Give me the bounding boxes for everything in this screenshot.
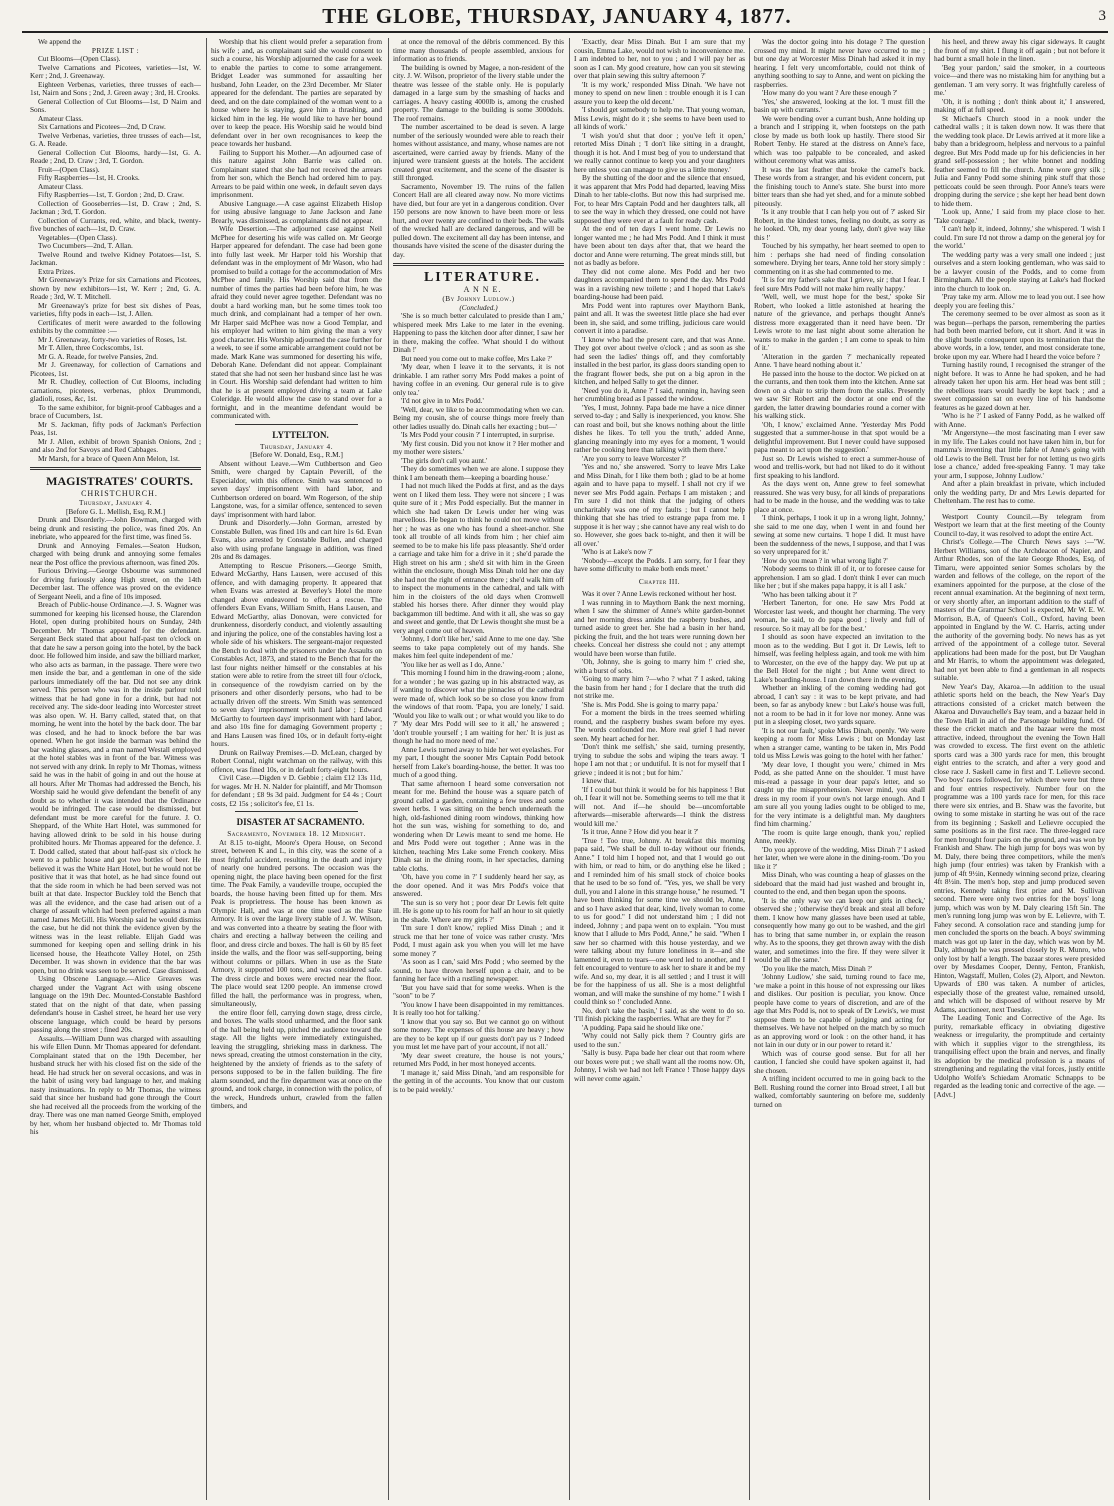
prize-list-item: Mr G. A. Reade, for twelve Pansies, 2nd. bbox=[38, 351, 158, 361]
page-number: 3 bbox=[1098, 8, 1106, 24]
story-paragraph: 'Is Mrs Podd your cousin ?' I interrupted, in surprise. bbox=[401, 430, 555, 439]
court-reports-continued bbox=[211, 38, 382, 421]
prize-list-item: Collection of Gooseberries—1st, D. Craw ; 2nd, S. Jackman ; 3rd, T. Gordon. bbox=[30, 198, 201, 216]
story-paragraph: 'The room is quite large enough, thank you,' replied Anne, meekly. bbox=[754, 827, 925, 845]
court-date: Thursday, January 4. bbox=[78, 498, 153, 507]
story-paragraph: 'Look up, Anne,' I said from my place close to her. 'Take courage.' bbox=[934, 207, 1105, 225]
column-3 bbox=[393, 38, 564, 1500]
disaster-paragraph: at once the removal of the débris commenced. By this time many thousands of people assembled, anxious for information as to friends. bbox=[393, 38, 564, 63]
story-paragraph: 'Nobody seems to think ill of it, or to foresee cause for apprehension. I am so glad. I don't think I ever can much like her ; but if she makes papa happy, it is all I ask.' bbox=[754, 564, 925, 590]
story-paragraph: 'Mr Angerstyne—the most fascinating man I ever saw in my life. The Lakes could not have taken him in, but for mamma's inventing that little fable of Anne's going with old Lewis to the Bell. Trust her for not letting us two girls lose a chance,' added free-speaking Fanny. 'I may take your arm, I suppose, Johnny Ludlow.' bbox=[934, 428, 1105, 480]
story-paragraph: 'You know I have been disappointed in my remittances. It is really too hot for talking.' bbox=[393, 999, 564, 1017]
column-6 bbox=[934, 38, 1105, 1500]
prize-list-item: Mr R. Chudley, collection of Cut Blooms, including carnations, picotees, verbenas, phlox Drummondi, gladioli, roses, &c, 1st. bbox=[30, 377, 201, 403]
story-paragraph: Which was of course good sense. But for all her caution, I fancied she could have spoken against it, had she chosen. bbox=[754, 1048, 925, 1075]
story-paragraph: 'Oh, have you come in ?' I suddenly heard her say, as the door opened. And it was Mrs Podd's voice that answered. bbox=[393, 872, 564, 898]
column-separator bbox=[749, 38, 750, 1500]
story-paragraph: 'If I could but think it would be for his happiness ! But oh, I fear it will not be. Something seems to tell me that it will not. And if—he should be—uncomfortable afterwards—miserable afterwards—I think the distress would kill me.' bbox=[574, 784, 745, 828]
court-report-paragraph: Furious Driving.—George Osbourne was summoned for driving furiously along High street, on the 14th December last. The offence was proved on the evidence of Sergeant Neeli, and a fine of 10s imposed. bbox=[30, 566, 201, 601]
story-paragraph: 'Yes, I must, Johnny. Papa bade me have a nice dinner served to-day ; and Sally is inexperienced, you know. She can roast and boil, but she knows nothing about the little dishes he likes. To tell you the truth,' added Anne, glancing meaningly into my eyes for a moment, 'I would rather be cooking here than talking with them there.' bbox=[574, 402, 745, 454]
section-heading-magistrates: MAGISTRATES' COURTS. bbox=[46, 474, 193, 488]
prize-list-item: Fifty Raspberries—1st, T. Gordon ; 2nd, D. Craw. bbox=[38, 190, 184, 199]
news-paragraph: Christ's College.—The Church News says :—"W. Herbert Williams, son of the Archdeacon of Napier, and Arthur Rhodes, son of the late George Rhodes, Esq, of Timaru, were appointed senior Somes scholars by the warden and fellows of the college, on the report of the examiners appointed for the purpose, at the close of the recent annual examination. At the beginning of next term, or very shortly after, an important addition to the staff of masters of the Grammar School is expected, Mr W. E. W. Morrison, B.A, of Queen's Coll., Oxford, having been appointed in England by the W. C. Harris, acting under the authority of the governing body. No news has as yet arrived of the appointment of a college tutor. Several applications had been made for the post, but Dr Vaughan and Mr Harris, to whom the appointment was delegated, had not yet been able to find a gentleman in all respects suitable. bbox=[934, 537, 1105, 682]
court-report-paragraph: Breach of Public-house Ordinance.—J. S. Wagner was summoned for keeping his licensed house, the Clarendon Hotel, open during prohibited hours on Sunday, 24th December. Mr Thomas appeared for the defendant. Sergeant Beck stated that about half-past ten o'clock on that date he saw a person going into the hotel, by the back door. He followed him inside, and saw the billiard marker, who also acts as barman, in the passage. There were two men inside the bar, and a gentleman in one of the side parlours immediately off the bar. Did not see any drink served. This person who was in the inside parlour told witness that he had gone in for a drink, but had not received any. The side-door leading into Worcester street was also open. W. H. Barry called, stated that, on that morning, he went into the hotel by the back door. The bar was closed, and he had to knock before the bar was opened. When he got inside the barman was behind the bar washing glasses, and a man named Westall employed at the hotel stables was in front of the bar. Witness was not served with any drink. In reply to Mr Thomas, witness said he was in the habit of going in and out the house at all hours. After Mr Thomas had addressed the Bench, his Worship said he would give defendant the benefit of any doubt as to whether it was intended that the Ordinance would be infringed. The case would be dismissed, but defendant must be more careful for the future. J. O. Sheppard, of the White Hart Hotel, was summoned for having allowed drink to be sold in his house during prohibited hours. Mr Thomas appeared for the defence. J. T. Dodd called, stated that about half-past six o'clock he went to a public house and got two bottles of beer. He believed it was the White Hart Hotel, but he would not be positive that it was that hotel, as he had since found out that the side room in which he had been served was not built at that date. Inspector Buckley told the Bench that was all the evidence, and the case had arisen out of a charge of assault which had been preferred against a man named James McGill. His Worship said he would dismiss the case, but he did not think the evidence given by the witness was in the least reliable. Elijah Gadd was summoned for keeping open and selling drink in his licensed house, the Heathcote Valley Hotel, on 25th December. It was shown in evidence that the bar was open, but no drink was seen to be served. Case dismissed. bbox=[30, 600, 201, 975]
subheading-christchurch: CHRISTCHURCH. bbox=[81, 489, 158, 498]
story-paragraph: 'Is it any trouble that I can help you out of ?' asked Sir Robert, in the kindest tones, feeling no doubt, as sorry as he looked. 'Oh, my dear young lady, don't give way like this !' bbox=[754, 207, 925, 242]
prize-list-item: Extra Prizes. bbox=[38, 266, 76, 276]
story-paragraph: 'How do you mean ? in what wrong light ?' bbox=[762, 555, 888, 565]
story-paragraph: That same afternoon I heard some conversation not meant for me. Behind the house was a square patch of ground called a garden, containing a few trees and some sweet herbs. I was sitting on the bench underneath the high, old-fashioned dining room windows, thinking how hot the sun was, wishing for something to do, and wondering when Dr Lewis meant to send me home. He and Mrs Podd were out together ; Anne was in the kitchen, teaching Mrs Lake some French cookery. Miss Dinah sat in the dining room, in her spectacles, darning table cloths. bbox=[393, 778, 564, 873]
story-paragraph: By the shutting of the door and the silence that ensued, it was apparent that Mrs Podd had departed, leaving Miss Dinah to her table-cloths. But now this had surprised me. For, to hear Mrs Captain Podd and her daughters talk, all to see the way in which they dressed, one could not have supposed they were ever at a fault for ready cash. bbox=[574, 173, 745, 225]
story-paragraph: 'I can't help it, indeed, Johnny,' she whispered. 'I wish I could. I'm sure I'd not throw a damp on the general joy for the world.' bbox=[934, 224, 1105, 250]
story-paragraph: 'Sally is busy. Papa bade her clear out that room where our boxes were put ; we shall want all the rooms now. Oh, Johnny, I wish we had not left France ! Those happy days will never come again.' bbox=[574, 1048, 745, 1083]
section-divider bbox=[235, 811, 358, 812]
section-heading-literature: LITERATURE. bbox=[423, 270, 542, 285]
story-paragraph: 'My dear, when I leave it to the servants, it is not drinkable. I am rather sorry Mrs Podd makes a point of having coffee in an evening. Our general rule is to give only tea.' bbox=[393, 362, 564, 397]
story-paragraph: They did not come alone. Mrs Podd and her two daughters accompanied them to spend the day. Mrs Podd was in a ravishing new toilette ; and I hoped that Lake's boarding-house had been paid. bbox=[574, 266, 745, 301]
court-report-paragraph: Drunk and Annoying Females.—Seaton Hudson, charged with being drunk and annoying some females near the Post office the previous afternoon, was fined 20s. bbox=[30, 540, 201, 567]
story-paragraph: As the days went on, Anne grew to feel somewhat reassured. She was very busy, for all kinds of preparations had to be made in the house, and the wedding was to take place at once. bbox=[754, 479, 925, 514]
prize-list-item: Mr T. Allen, three Cockscombs, 1st. bbox=[38, 343, 144, 352]
story-paragraph: 'Nobody—except the Podds. I am sorry, for I fear they have some difficulty to make both ends meet.' bbox=[574, 555, 745, 573]
court-bench: [Before G. L. Mellish, Esq, R.M.] bbox=[65, 506, 166, 516]
story-paragraph: 'Johnny Ludlow,' she said, turning round to face me, 'we make a point in this house of not expressing our likes and dislikes. Our position is peculiar, you know. Once people have come to years of discretion, and are of the age that Mrs Podd is, not to speak of Dr Lewis's, we must suppose them to be capable of judging and acting for themselves. We have not helped on the match by so much as an approving word or look : on the other hand, it has not lain in our duty or in our power to retard it.' bbox=[754, 972, 925, 1049]
story-paragraph: Anne Lewis turned away to hide her wet eyelashes. For my part, I thought the sooner Mrs Captain Podd betook herself from Lake's boarding-house, the better. It was too much of a good thing. bbox=[393, 744, 564, 779]
lyttelton-bench: [Before W. Donald, Esq., R.M.] bbox=[250, 450, 343, 459]
story-paragraph: 'I think, perhaps, I took it up in a wrong light, Johnny,' she said to me one day, when I went in and found her sewing at some new curtains. 'I hope I did. It must have been the suddenness of the news, I suppose, and that I was so very unprepared for it.' bbox=[754, 513, 925, 556]
prize-list-item: Certificates of merit were awarded to the following exhibits by the committee :— bbox=[30, 317, 201, 335]
prize-list bbox=[30, 55, 201, 463]
story-paragraph: 'Need you do it, Anne ?' I said, running in, having seen her crumbling bread as I passed the window. bbox=[574, 385, 745, 403]
prize-list-item: To the same exhibitor, for bignit-proof Cabbages and a brace of Cucumbers, 1st. bbox=[30, 402, 201, 420]
story-paragraph: 'Do you approve of the wedding, Miss Dinah ?' I asked her later, when we were alone in the dining-room. 'Do you like it ?' bbox=[754, 844, 925, 871]
disaster-paragraph: Sacramento, November 19. The ruins of the fallen Concert Hall are all cleared away now. No more victims have died, but four are yet in a dangerous condition. Over 150 persons are now known to have been more or less hurt, and over twenty are confined to their beds. The walls of the wrecked hall are declared dangerous, and will be pulled down. The excitement all day has been intense, and thousands have visited the scene of the disaster during the day. bbox=[393, 181, 564, 259]
story-paragraph: 'It is not our fault,' spoke Miss Dinah, openly. 'We were keeping a room for Miss Lewis ; but on Monday last when a stranger came, wanting to be taken in, Mrs Podd told us Miss Lewis was going to the hotel with her father.' bbox=[754, 725, 925, 760]
story-paragraph: his heel, and threw away his cigar sideways. It caught the front of my shirt. I flung it off again ; but not before it had burnt a small hole in the linen. bbox=[934, 38, 1105, 63]
column-4 bbox=[574, 38, 745, 1500]
story-paragraph: 'The sun is so very hot ; poor dear Dr Lewis felt quite ill. He is gone up to his room for half an hour to sit quietly in the shade. Where are my girls ?' bbox=[393, 897, 564, 924]
story-text-continued bbox=[574, 38, 745, 574]
story-text bbox=[393, 312, 564, 1094]
prize-list-item: Cut Blooms—(Open Class). bbox=[38, 54, 121, 63]
story-paragraph: 'Johnny, I don't like her,' said Anne to me one day. 'She seems to take papa completely out of my hands. She makes him feel quite independent of me.' bbox=[393, 634, 564, 660]
story-paragraph: 'Yes,' she answered, looking at the lot. 'I must fill the basin up with currants.' bbox=[754, 96, 925, 114]
prize-list-item: Twelve Verbenas, varieties, three trusses of each—1st, G. A. Reade. bbox=[30, 130, 201, 148]
prize-list-item: Mr J. Allen, exhibit of brown Spanish Onions, 2nd ; and also 2nd for Savoys and Red Cabbages. bbox=[30, 436, 201, 454]
story-paragraph: But need you come out to make coffee, Mrs Lake ?' bbox=[401, 353, 552, 363]
prize-list-item: Mr J. Greenaway, for collection of Carnations and Picotees, 1st. bbox=[30, 360, 201, 378]
story-paragraph: 'It is the only way we can keep our girls in check,' observed she ; 'otherwise they'd break and steal all before them. I know how many glasses have been used at table, consequently how many go out to be washed, and the girl has to bring that same number in, or explain the reason why. As to the spoons, they get thrown away with the dish water, and sometimes into the fire. If they were silver it would be all the same.' bbox=[754, 895, 925, 964]
story-paragraph: The wedding party was a very small one indeed ; just ourselves and a stern looking gentleman, who was said to be a lawyer cousin of the Podds, and to come from Birmingham. All the people staying at Lake's had flocked into the church to look on. bbox=[934, 249, 1105, 293]
column-separator bbox=[388, 38, 389, 1500]
prize-list-item: Mr Greenaway's Prize for six Carnations and Picotees, shown by new exhibitors—1st, W. Kerr ; 2nd, G. A. Reade ; 3rd, W. T. Mitchell. bbox=[30, 275, 201, 301]
story-paragraph: 'Are you sorry to leave Worcester ?' bbox=[582, 453, 687, 463]
masthead-rule bbox=[22, 31, 1108, 33]
story-paragraph: It was the last feather that broke the camel's back. These words from a stranger, and his evident concern, put the finishing touch to Anne's state. She burst into more bitter tears than she had yet shed, and for a minute sobbed piteously. bbox=[754, 164, 925, 208]
lyttelton-date: Thursday, January 4. bbox=[259, 441, 334, 451]
prize-list-item: Mr S. Jackman, fifty pods of Jackman's Perfection Peas, 1st. bbox=[30, 419, 201, 437]
section-divider bbox=[393, 263, 564, 266]
prize-list-item: Mr Greenaway's prize for best six dishes of Peas, varieties, fifty pods in each—1st, J. Allen. bbox=[30, 300, 201, 318]
story-paragraph: 'Don't think me selfish,' she said, turning presently, trying to subdue the sobs and wiping the tears away. 'I hope I am not that ; or undutiful. It is not for myself that I grieve ; indeed it is not ; but for him.' bbox=[574, 742, 745, 777]
news-paragraph: Westport County Council.—By telegram from Westport we learn that at the first meeting of the County Council to-day, it was resolved to adopt the entire Act. bbox=[934, 511, 1105, 538]
prize-list-item: Mr Marsh, for a brace of Queen Ann Melon, 1st. bbox=[38, 453, 180, 463]
prize-list-item: Fruit—(Open Class). bbox=[38, 164, 100, 174]
story-paragraph: 'It is for my father's sake that I grieve, sir ; that I fear. I feel sure Mrs Podd will not make him really happy.' bbox=[754, 275, 925, 293]
intro-text: We append the bbox=[38, 38, 82, 46]
story-text-ending bbox=[934, 38, 1105, 506]
story-paragraph: Turning hastily round, I recognised the stranger of the night before. It was to Anne he had spoken, and he had already taken her upon his arm. Her head was bent still ; the rebellious tears would hardly be kept back ; and a sweet compassion sat on every line of his handsome features as he gazed down at her. bbox=[934, 360, 1105, 412]
story-paragraph: 'Beg your pardon,' said the smoker, in a courteous voice—and there was no mistaking him for anything but a gentleman. 'I am very sorry. It was frightfully careless of me.' bbox=[934, 62, 1105, 97]
story-paragraph: I was running in to Maythorn Bank the next morning, when I saw the shimmer of Anne's white garden-bonnet and her morning dress amidst the raspberry bushes, and turned aside to greet her. She had a basin in her hand, picking the fruit, and the hot tears were running down her cheeks. Conceal her distress she could not ; any attempt would have been worse than futile. bbox=[574, 597, 745, 658]
story-paragraph: 'Going to marry him ?—who ? what ?' I asked, taking the basin from her hand ; for I declare that the truth did not strike me. bbox=[574, 674, 745, 700]
column-separator bbox=[206, 38, 207, 1500]
story-paragraph: 'She is so much better calculated to preside than I am,' whispered meek Mrs Lake to me later in the evening. Happening to pass the kitchen door after dinner, I saw her in there, making the coffee. 'What should I do without Dinah !' bbox=[393, 311, 564, 354]
prize-list-item: Collection of Currants, red, white, and black, twenty-five bunches of each—1st, D. Craw. bbox=[30, 215, 201, 233]
court-report-paragraph: Failing to Support his Mother.—An adjourned case of this nature against John Barrie was called on. Complainant stated that she had not received the arrears from her son, which the Bench had ordered him to pay. Arrears to be paid within one week, in default seven days imprisonment. bbox=[211, 147, 382, 199]
section-divider bbox=[235, 424, 358, 425]
story-paragraph: Was the doctor going into his dotage ? The question crossed my mind. It might never have occurred to me ; but one day at Worcester Miss Dinah had asked it in my hearing. I felt very uncomfortable, could not think of anything soothing to say to Anne, and went on picking the raspberries. bbox=[754, 38, 925, 89]
news-paragraph: New Year's Day, Akaroa.—In addition to the usual athletic sports held on the beach, the New Year's Day attractions consisted of a cricket match between the Akaroa and Duvauchelle's Bay team, and a bazaar held in the Town Hall in aid of the Parsonage building fund. Of these the cricket match and the bazaar were the most attractive, indeed, throughout the evening the Town Hall was crowded to excess. The first event on the athletic sports card was a 300 yards race for men, this brought eight entries to the scratch, and after a very good and close race J. Saskell came in first and T. Lelievre second. Two boys' races followed, for which there were but three and four entries respectively. Number four on the programme was a 100 yards race for men, for this race there were six entries, and B. Shaw was the favorite, but owing to some mistake in starting he was out of the race from its beginning ; Saskell and Lelievre occupied the same positions as in the first race. The three-legged race for men brought four pairs on the ground, and was won by Frankish and Shaw. The high jump for boys was won by M. Daly, there being three competitors, while the men's high jump (four entries) was taken by Frankish with a jump of 4ft 9½in, Kennedy winning second prize, clearing 4ft 8½in. The men's hop, step and jump produced seven entries, Kennedy taking first prize and M. Sullivan second. There were only two entries for the boys' long jump, which was won by M. Daly clearing 15ft 5in. The men's running long jump was won by E. Lelievre, with T. Fahey second. A consolation race and standing jump for men concluded the sports on the beach. A boys' swimming match was got up later in the day, which was won by M. Daly, although he was pressed closely by R. Munro, who only lost by half a length. The bazaar stores were presided over by Mesdames Cooper, Denny, Fenton, Frankish, Hinton, Wagstaff, Mullen, Coles (2), Alport, and Newton. Upwards of £80 was taken. A number of articles, especially those of the greatest value, remained unsold, and which will be disposed of without reserve by Mr Adams, auctioneer, next Tuesday. bbox=[934, 681, 1105, 1014]
column-separator bbox=[929, 38, 930, 1500]
section-divider bbox=[30, 467, 201, 470]
column-5 bbox=[754, 38, 925, 1500]
prize-list-item: Amateur Class. bbox=[38, 113, 83, 123]
prize-list-item: Mr J. Greenaway, forty-two varieties of Roses, 1st. bbox=[38, 334, 187, 344]
prize-list-item: Fifty Raspberries—1st, H. Crooks. bbox=[38, 173, 140, 182]
story-paragraph: 'Oh, Johnny, she is going to marry him !' cried she, with a burst of sobs. bbox=[574, 657, 745, 675]
disaster-report-continued bbox=[393, 38, 564, 259]
disaster-paragraph: The number ascertained to be dead is seven. A large number of the seriously wounded were able to reach their homes without assistance, and many, whose names are not ascertained, were carried away by friends. Many of the injured were transient guests at the hotels. The accident created great excitement, and the scene of the disaster is still thronged. bbox=[393, 122, 564, 182]
story-paragraph: 'I'd not give in to Mrs Podd.' bbox=[401, 396, 484, 405]
story-paragraph: 'I wish you'd shut that door ; you've left it open,' retorted Miss Dinah ; 'I don't like sitting in a draught, though it is hot. And I must beg of you to understand that we really cannot continue to keep you and your daughters here unless you can manage to give us a little money.' bbox=[574, 130, 745, 174]
court-report-paragraph: Wife Desertion.—The adjourned case against Neil McPhee for deserting his wife was called on. Mr George Harper appeared for defendant. The case had been gone into fully last week. Mr Harper told his Worship that defendant was in the employment of Mr Wason, who had promised to build a cottage for the accommodation of Mrs McPhee and family. His Worship said that from the number of times the parties had been before him, he was afraid they could never agree together. Defendant was no doubt a hard working man, but he some times took too much drink, and complainant had a temper of her own. Mr Harper said McPhee was now a Good Templar, and his employer had written to him giving the man a very good character. His Worship adjourned the case further for a week, to see if some amicable arrangement could not be made. Mark Kane was summoned for deserting his wife, Deborah Kane. Defendant did not appear. Complainant stated that she had not seen her husband since last he was in Court. His Worship said defendant had written to him that he is at present employed driving a team at Lake Coleridge. He would allow the case to stand over for a fortnight, and in the meantime defendant would be communicated with. bbox=[211, 224, 382, 420]
prize-list-item: Amateur Class. bbox=[38, 181, 83, 191]
story-paragraph: St Michael's Church stood in a nook under the cathedral walls ; it is taken down now. It was there that the wedding took place. Dr Lewis arrived at it more like a baby than a bridegroom, helpless and nervous to a painful degree. But Mrs Podd made up for his deficiencies in her grand self-possession ; her white bonnet and nodding feather seemed to fill the church. Anne wore grey silk ; Julia and Fanny Podd some shining pink stuff that those petticoats could be seen through. Poor Anne's tears were dropping during the service ; she kept her head bent down to hide them. bbox=[934, 113, 1105, 208]
section-divider bbox=[958, 509, 1081, 510]
story-paragraph: And after a plain breakfast in private, which included only the wedding party, Dr and Mrs Lewis departed for Cheltenham. The rest has to come. bbox=[934, 479, 1105, 505]
story-paragraph: 'You like her as well as I do, Anne.' bbox=[401, 659, 504, 669]
column-1 bbox=[30, 38, 201, 1500]
story-paragraph: Whether an inkling of the coming wedding had got abroad, I can't say : it was to be kept private, and had been, so far as anybody knew : but Lake's house was full, not a room to be had in it for love nor money. Anne was put in a sleeping closet, two yards square. bbox=[754, 683, 925, 726]
story-paragraph: 'It is my work,' responded Miss Dinah. 'We have not money to spend on new linen : trouble enough it is I can assure you to keep the old decent.' bbox=[574, 79, 745, 106]
story-paragraph: 'Exactly, dear Miss Dinah. But I am sure that my cousin, Emma Lake, would not wish to inconvenience me. I am indebted to her, not to you ; and I will pay her as soon as I can. My good creature, how can you sit stewing over that plain sewing this sultry afternoon ?' bbox=[574, 38, 745, 80]
prize-list-item: Two Cucumbers—2nd, T. Allan. bbox=[38, 241, 133, 250]
story-paragraph: I should as soon have expected an invitation to the moon as to the wedding. But I got it. Dr Lewis, left to himself, was feeling helpless again, and took me with him to Worcester, on the eve of the happy day. We put up at the Bell Hotel for the night ; but Anne went direct to Lake's boarding-house. I ran down there in the evening. bbox=[754, 632, 925, 684]
story-paragraph: 'My dear sweet creature, the house is not yours,' returned Mrs Podd, in her most honeyed accents. bbox=[393, 1050, 564, 1068]
story-paragraph: 'Oh, I know,' exclaimed Anne. 'Yesterday Mrs Podd suggested that a summer-house in that spot would be a delightful improvement. But I never could have supposed papa meant to act upon the suggestion.' bbox=[754, 419, 925, 454]
story-paragraph: 'How many do you want ? Are these enough ?' bbox=[762, 88, 898, 97]
story-paragraph: 'I know that you say so. But we cannot go on without some money. The expenses of this house are heavy ; how are they to be kept up if our guests don't pay us ? Indeed you must let me have part of your account, if not all.' bbox=[393, 1016, 564, 1051]
story-paragraph: 'True ! Too true, Johnny. At breakfast this morning papa said, "We shall be dull to-day without our friends, Anne." I told him I hoped not, and that I would go out with him, or read to him, or do anything else he liked ; and I reminded him of his small stock of choice books that he used to be so fond of. "Yes, yes, we shall be very dull, you and I alone in this strange house," he resumed. "I have been thinking for some time we should be, Anne, and so I have asked that dear, kind, lively woman to come to us for good." I did not understand him ; I did not indeed, Johnny ; and papa went on to explain. "You must know that I allude to Mrs Podd, Anne," he said. "When I saw her so charmed with this house yesterday, and we were talking about my future loneliness in it—and she lamented it, even to tears—one word led to another, and I felt encouraged to venture to ask her to share it and be my wife. And so, my dear, it is all settled ; and I trust it will be for the happiness of us all. She is a most delightful woman, and will make the sunshine of my home." I wish I could think so !' concluded Anne. bbox=[574, 835, 745, 1006]
column-separator bbox=[569, 38, 570, 1500]
story-paragraph: 'Is it true, Anne ? How did you hear it ?' bbox=[582, 827, 699, 836]
disaster-dateline: Sacramento, November 18. 12 Midnight. bbox=[227, 829, 366, 838]
story-paragraph: 'Who is at Lake's now ?' bbox=[582, 547, 653, 556]
story-paragraph: 'I know who had the present care, and that was Anne. They got over about twelve o'clock ; and as soon as she had seen the ladies' things off, and they comfortably installed in the best parlor, its glass doors standing open to the fragrant flower beds, she put on a big apron in the kitchen, and helped Sally to get the dinner. bbox=[574, 334, 745, 386]
chapter-heading: Chapter III. bbox=[638, 576, 681, 586]
lyttelton-paragraph: Attempting to Rescue Prisoners.—George Smith, Edward McGarthy, Hans Lausen, were accused of this offence, and with damaging property. It appeared that when Evans was arrested at Beverley's Hotel the more changed above endeavored to effect a rescue. The offenders Evan Evans, William Smith, Hans Lausen, and Edward McGarthy, alias Donovan, were convicted for drunkenness, disorderly conduct, and violently assaulting and injuring the police, one of the constables having lost a whole side of his whiskers. The sergeant-major requested the Bench to deal with the prisoners under the Assaults on Constables Act, 1873, and stated to the Bench that for the last four nights neither himself or the constables at his station were able to retire from the street till four o'clock, in consequence of the rowdyism carried on by the prisoners and other disorderly persons, who had to be actually driven off the streets. Wm Smith was sentenced to seven days' imprisonment with hard labor ; Edward McGarthy to fourteen days' imprisonment with hard labor, and also 10s fine for damaging Government property ; and Hans Lausen was fined 10s, or in default forty-eight hours. bbox=[211, 560, 382, 748]
court-report-paragraph: Abusive Language.—A case against Elizabeth Hislop for using abusive language to Jane Jackson and Jane Brearly, was dismissed, as complainants did not appear. bbox=[211, 198, 382, 225]
story-paragraph: 'Yes and no,' she answered. 'Sorry to leave Mrs Lake and Miss Dinah, for I like them both ; glad to be at home again and to have papa to myself. I shall not cry if we never see Mrs Podd again. Perhaps I am mistaken ; and I'm sure I did not think that the judging of others uncharitably was one of my faults ; but I cannot help thinking that she has tried to estrange papa from me. I suppose it is her way ; she cannot have any real wish to do so. However, she goes back to-night, and then it will be all over.' bbox=[574, 462, 745, 548]
story-paragraph: 'Alteration in the garden ?' mechanically repeated Anne. 'I have heard nothing about it.' bbox=[754, 351, 925, 369]
story-paragraph: Miss Dinah, who was counting a heap of glasses on the sideboard that the maid had just washed and brought in, counted to the end, and then began upon the spoons. bbox=[754, 870, 925, 896]
story-paragraph: He passed into the house to the doctor. We picked on at the currants, and then took them into the kitchen. Anne sat down on a chair to strip them from the stalks. Presently we saw Sir Robert and the doctor at one end of the garden, the latter drawing boundaries round a corner with his walking stick. bbox=[754, 368, 925, 420]
lyttelton-paragraph: Drunk on Railway Premises.—D. McLean, charged by Robert Connal, night watchman on the railway, with this offence, was fined 10s, or in default forty-eight hours. bbox=[211, 747, 382, 774]
story-paragraph: 'I manage it,' said Miss Dinah, 'and am responsible for the getting in of the accounts. You know that our custom is to be paid weekly.' bbox=[393, 1067, 564, 1094]
court-reports bbox=[30, 516, 201, 1137]
story-paragraph: 'Well, well, we must hope for the best,' spoke Sir Robert, who looked a little astonished at hearing the nature of the grievance, and perhaps thought Anne's distress more exaggerated than it need have been. 'Dr Lewis wrote to me last night about some alteration he wants to make in the garden ; I am come to speak to him of it.' bbox=[754, 292, 925, 352]
court-report-paragraph: Drunk and Disorderly.—John Bowman, charged with being drunk and resisting the police, was fined 20s. An inebriate, who appeared for the first time, was fined 5s. bbox=[30, 515, 201, 541]
story-paragraph: 'Who has been talking about it ?' bbox=[762, 589, 858, 599]
story-title: A N N E. bbox=[463, 285, 502, 294]
story-paragraph: A trifling incident occurred to me in going back to the Bell. Rushing round the corner into Broad street, I all but walked, comfortably sauntering on before me, suddenly turned on bbox=[754, 1074, 925, 1109]
story-paragraph: 'Why could not Sally pick them ? Country girls are used to the sun.' bbox=[574, 1031, 745, 1049]
story-paragraph: 'A pudding. Papa said he should like one.' bbox=[582, 1022, 704, 1032]
story-paragraph: 'I'm sure I don't know,' replied Miss Dinah ; and it struck me that her tone of voice was rather crusty. 'Mrs Podd, I must again ask you when you will let me have some money ?' bbox=[393, 923, 564, 958]
story-paragraph: 'Oh, it is nothing ; don't think about it,' I answered, making off at full speed. bbox=[934, 96, 1105, 114]
story-paragraph: 'She is. Mrs Podd. She is going to marry papa.' bbox=[582, 699, 719, 709]
story-paragraph: For a moment the birds in the trees seemed whirling round, and the raspberry bushes swam before my eyes. The words confounded me. More real grief I had never seen. My heart ached for her. bbox=[574, 708, 745, 743]
court-report-paragraph: Using Obscene Language.—Alice Greaves was charged under the Vagrant Act with using obscene language on the 19th Dec. Mounted-Constable Bashford stated that on the night of that date, when passing defendant's house in Cashel street, he heard her use very obscene language, which could be heard by persons passing along the street ; fined 20s. bbox=[30, 974, 201, 1034]
story-paragraph: 'Herbert Tanerton, for one. He saw Mrs Podd at Worcester last week, and thought her charming. The very woman, he said, to do papa good ; lively and full of resource. So it may all be for the best.' bbox=[754, 598, 925, 633]
story-chapter-three bbox=[574, 590, 745, 1083]
story-paragraph: I had not much liked the Podds at first, and as the days went on I liked them less. They were not sincere ; I was quite sure of it ; Mrs Podd especially. But the manner in which she had taken Dr Lewis under her wing was marvellous. He began to think he could not move without her ; he was as one who has found a sheet-anchor. She took all trouble of all kinds from him ; her chief aim seemed to be to make his life pass pleasantly. She'd order a carriage and take him for a drive in it ; she'd parade the High street on his arm ; she'd sit with him in the Green within the enclosure, though Miss Dinah told her one day she had not the right of entrance there ; she'd walk him off to inspect the monuments in the cathedral, and talk with him in the cloisters of the old days when Cromwell stabled his horses there. After dinner they would play backgammon till bedtime. And with it all, she was so gay and sweet and gentle, that Dr Lewis thought she must be a very angel come out of heaven. bbox=[393, 481, 564, 635]
disaster-paragraph: The building is owned by Magee, a non-resident of the city. J. W. Wilson, proprietor of the livery stable under the theatre was lessee of the stable only. He is popularly damaged in a large sum by the smashing of hacks and carriages. A heavy casting 4000lb is, among the crushed property. The damage to the building is some 3000dols. The roof remains. bbox=[393, 62, 564, 123]
lyttelton-paragraph: Absent without Leave.—Wm Cuthbertson and Geo Smith, were charged by Captain Peverill, of the Especialdor, with this offence. Smith was sentenced to seven days' imprisonment with hard labor, and Cuthbertson ordered on board. Wm Rogerson, of the ship Langstone, was, for a similar offence, sentenced to seven days' imprisonment with hard labor. bbox=[211, 458, 382, 519]
story-status: (Concluded.) bbox=[459, 302, 498, 312]
disaster-report bbox=[211, 839, 382, 1111]
lyttelton-reports bbox=[211, 460, 382, 809]
story-paragraph: The ceremony seemed to be over almost as soon as it was begun—perhaps the parson, remembering the parties had both been married before, cut it short. And it was in the slight bustle consequent upon its termination that the above words, in a low, tender, and most considerate tone, broke upon my ear. Where had I heard the voice before ? bbox=[934, 309, 1105, 361]
story-paragraph: 'My dear love, I thought you were,' chimed in Mrs Podd, as she patted Anne on the shoulder. 'I must have mis-read a passage in your dear papa's letter, and so caught up the misapprehension. Never mind, you shall dress in my room if your own's not large enough. And I am sure all you young ladies ought to be obliged to me, for the very intimate is a delightful man. My daughters find him charming.' bbox=[754, 759, 925, 828]
court-report-paragraph: Assaults.—William Dunn was charged with assaulting his wife Ellen Dunn. Mr Thomas appeared for defendant. Complainant stated that on the 19th December, her husband struck her with his closed fist on the side of the head. He had struck her on several occasions, and was in the habit of using very bad language to her, and making nasty insinuations. In reply to Mr Thomas, the witness said that since her husband had gone through the Court she had received all the proceeds from the working of the dray. There was one man named George Smith, employed by her, whom her husband objected to. Mr Thomas told his bbox=[30, 1033, 201, 1136]
story-paragraph: 'Well, dear, we like to be accommodating when we can. Being my cousin, she of course things more freely than other ladies usually do. Dinah calls her exacting ; but—' bbox=[393, 404, 564, 431]
story-paragraph: No, don't take the basin,' I said, as she went to do so. 'I'll finish picking the raspberries. What are they for ?' bbox=[574, 1005, 745, 1023]
story-paragraph: 'Do you like the match, Miss Dinah ?' bbox=[762, 963, 873, 973]
story-paragraph: Touched by his sympathy, her heart seemed to open to him : perhaps she had need of finding consolation somewhere. Drying her tears, Anne told her story simply : commenting on it as she had commented to me. bbox=[754, 241, 925, 276]
lyttelton-paragraph: Civil Case.—Digden v D. Gebbie ; claim £12 13s 11d, for wages. Mr H. N. Nalder for plaintiff, and Mr Thomson for defendant ; £8 9s 3d paid. Judgment for £4 4s ; Court costs, £2 15s ; solicitor's fee, £1 1s. bbox=[211, 773, 382, 808]
story-paragraph: 'The girls don't call you aunt.' bbox=[401, 455, 488, 465]
prize-list-item: Vegetables—(Open Class). bbox=[38, 232, 118, 242]
story-paragraph: 'But you have said that for some weeks. When is the "soon" to be ?' bbox=[393, 982, 564, 1000]
story-paragraph: We were bending over a currant bush, Anne holding up a branch and I stripping it, when footsteps on the path close by made us both look up hastily. There stood Sir Robert Tenby. He stared at the distress on Anne's face, which was too palpable to be concealed, and asked without ceremony what was amiss. bbox=[754, 113, 925, 165]
story-paragraph: 'Who is he ?' I asked of Fanny Podd, as he walked off with Anne. bbox=[934, 411, 1105, 429]
story-paragraph: Was it over ? Anne Lewis reckoned without her host. bbox=[582, 589, 737, 598]
story-paragraph: Mrs Podd went into raptures over Maythorn Bank, paint and all. It was the sweetest little place she had ever been in, she said, and some trifling, judicious care would convert it into a paradise. bbox=[574, 300, 745, 335]
story-paragraph: 'As soon as I can,' said Mrs Podd ; who seemed by the sound, to have thrown herself upon a chair, and to be fanning her face with a rustling newspaper. bbox=[393, 957, 564, 983]
story-paragraph: I knew that. bbox=[582, 776, 617, 785]
masthead bbox=[0, 4, 1114, 30]
story-paragraph: At the end of ten days I went home. Dr Lewis no longer wanted me ; he had Mrs Podd. And I think it must have been about ten days after that, that we heard the doctor and Anne were returning. The great minds still, but not as badly as before. bbox=[574, 224, 745, 267]
news-paragraphs bbox=[934, 513, 1105, 1100]
lyttelton-paragraph: Drunk and Disorderly.—John Gorman, arrested by Constable Bullen, was fined 10s and cart hire 1s 6d. Evan Evans, also arrested by Constable Bullen, and charged also with using profane language in addition, was fined 20s and 8s damages. bbox=[211, 518, 382, 561]
court-report-paragraph: Worship that his client would prefer a separation from his wife ; and, as complainant said she would consent to such a course, his Worship adjourned the case for a week to enable the parties to come to some arrangement. Bridget Leader was summoned for assaulting her husband, John Leader, on the 23rd December. Mr Slater appeared for the defendant. The parties are separated by deed, and on the date complained of the woman went to a house where he is staying, gave him a thrashing, and kicked him in the leg. He would like to have her bound over to keep the peace. His Worship said he would bind defendant over in her own recognisances to keep the peace towards her husband. bbox=[211, 38, 382, 148]
story-text-continued bbox=[754, 38, 925, 1109]
prize-list-item: Twelve Round and twelve Kidney Potatoes—1st, S. Jackman. bbox=[30, 249, 201, 267]
disaster-paragraph: the entire floor fell, carrying down stage, dress circle, and boxes. The walls stood unharmed, and the floor sank of the hall being held up, pitched the audience toward the stage. All the lights were immediately extinguished, leaving the struggling, shrieking mass in darkness. The news spread, creating the utmost consternation in the city, heightened by the anxiety of friends as to the safety of persons supposed to be in the fallen building. The fire alarm sounded, and the fire department was at once on the ground, and took charge, in connection with the police, of the wreck, Hundreds unhurt, crawled from the fallen timbers, and bbox=[211, 1007, 382, 1110]
story-paragraph: 'My first cousin. Did you not know it ? Her mother and my mother were sisters.' bbox=[393, 438, 564, 456]
story-paragraph: 'Pray take my arm. Allow me to lead you out. I see how deeply you are feeling this.' bbox=[934, 292, 1105, 310]
prize-list-item: Eighteen Verbenas, varieties, three trusses of each—1st, Nairn and Sons ; 2nd, J. Green away ; 3rd, H. Crooks. bbox=[30, 79, 201, 97]
prize-list-heading: PRIZE LIST : bbox=[91, 45, 140, 55]
story-byline: (By Johnny Ludlow.) bbox=[442, 294, 515, 303]
story-paragraph: Just so. Dr Lewis wished to erect a summer-house of wood and trellis-work, but had not liked to do it without first speaking to his landlord. bbox=[754, 453, 925, 480]
prize-list-item: General Collection Cut Blooms, hardy—1st, G. A. Reade ; 2nd, D. Craw ; 3rd, T. Gordon. bbox=[30, 147, 201, 165]
news-paragraph: The Leading Tonic and Corrective of the Age. Its purity, remarkable efficacy in obviating digestive weakness or irregularity, the promptitude and certainty with which it supplies vigor to the strengthless, its tranquilising effect upon the brain and nerves, and finally its adoption by the medical profession is a means of strengthening and regulating the vital forces, justly entitle Udolpho Wolfe's Schiedam Aromatic Schnapps to be regarded as the leading tonic and corrective of the age. —[Advt.] bbox=[934, 1013, 1105, 1099]
story-paragraph: 'I should get somebody to help me. That young woman, Miss Lewis, might do it ; she seems to have been used to all kinds of work.' bbox=[574, 105, 745, 131]
prize-list-item: Twelve Carnations and Picotees, varieties—1st, W. Kerr ; 2nd, J. Greenaway. bbox=[30, 62, 201, 80]
story-paragraph: 'This morning I found him in the drawing-room ; alone, for a wonder ; he was gazing up in his abstracted way, as if wanting to discover what the pinnacles of the cathedral were made of, which look so be so close you know from the windows of that room. 'Papa, you are lonely,' I said. 'Would you like to walk out ; or what would you like to do ?' 'My dear Mrs Podd will see to it all,' he answered ; 'don't trouble yourself ; I am waiting for her.' It is just as though he had no more need of me.' bbox=[393, 668, 564, 745]
masthead-title: THE GLOBE, THURSDAY, JANUARY 4, 1877. bbox=[322, 4, 792, 28]
headline-disaster: DISASTER AT SACRAMENTO. bbox=[236, 817, 365, 827]
subheading-lyttelton: LYTTELTON. bbox=[272, 429, 329, 440]
prize-list-item: General Collection of Cut Blooms—1st, D Nairn and Sons. bbox=[30, 96, 201, 114]
disaster-paragraph: At 8.15 to-night, Moore's Opera House, on Second street, between K and L, in this city, was the scene of a most frightful accident, resulting in the death and injury of nearly one hundred persons. The occasion was the opening night, the place having been opened for the first time. The Peak Family, a vaudeville troupe, occupied the boards, the house having been fitted up for them. Mrs Peak is proprietress. The house has been known as Olympic Hall, and was at one time used as the State Armory. It is over the large livery stable of J. W. Wilson, and was converted into a theatre by seating the floor with chairs and erecting a hallway between the ceiling and floor, and dress circle and boxes. The hall is 60 by 85 feet inside the walls, and the floor was self-supporting, being without columns or pillars. When in use as the State Armory, it supported 100 tons, and was considered safe. The dress circle and boxes were erected near the floor. The place would seat 1200 people. An immense crowd filled the hall, the performance was in progress, when, simultaneously, bbox=[211, 837, 382, 1008]
prize-list-item: Six Carnations and Picotees—2nd, D Craw. bbox=[38, 122, 166, 131]
column-2 bbox=[211, 38, 382, 1500]
story-paragraph: 'They do sometimes when we are alone. I suppose they think I am beneath them—keeping a boarding house.' bbox=[393, 464, 564, 482]
